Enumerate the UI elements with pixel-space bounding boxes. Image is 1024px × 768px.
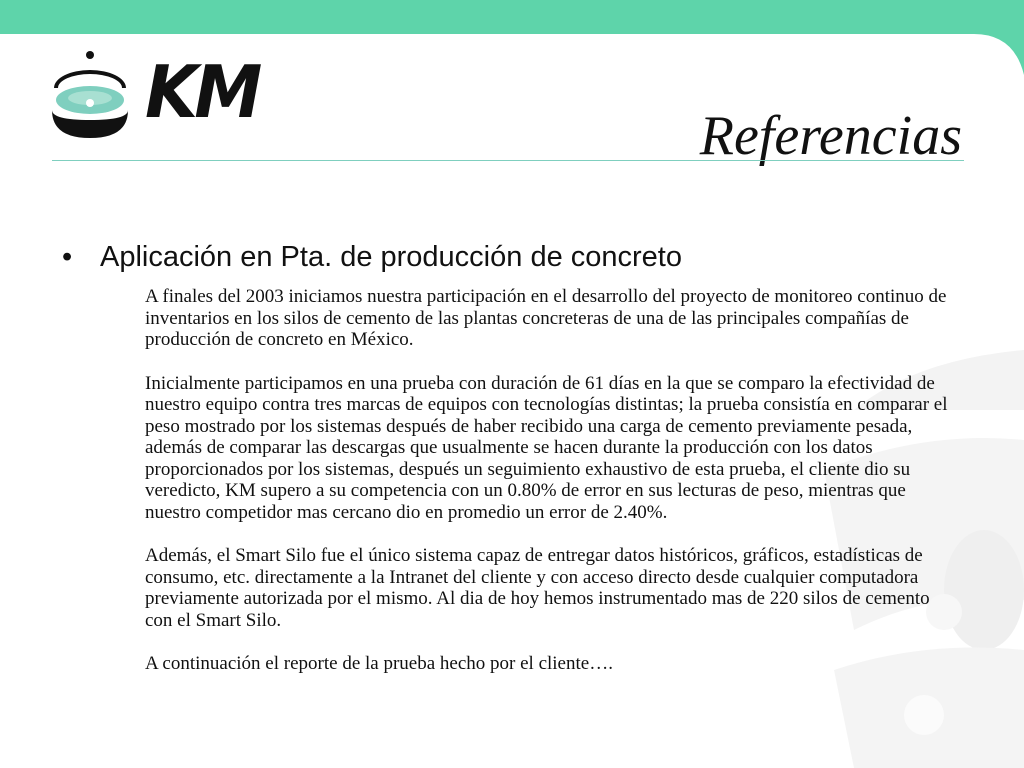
- top-accent-bar: [0, 0, 1024, 34]
- bullet-point: •: [62, 241, 73, 273]
- logo-text: KM: [145, 50, 259, 134]
- bullet-heading: [62, 240, 682, 275]
- body-text: [145, 286, 955, 697]
- top-right-curve: [964, 0, 1024, 80]
- paragraph-2: Inicialmente participamos en una prueba con duración de 61 días en la que se comparo la efectividad de nuestro equipo contra tres marcas de equipos con tecnologías distintas; la prueba consistía en comparar el peso mostrado por los sistemas después de haber recibido una carga de cemento previamente pesada, además de comparar las descargas que usualmente se hacen durante la producción con los datos proporcionados por los sistemas, después un seguimiento exhaustivo de esta prueba, el cliente dio su veredicto, KM supero a su competencia con un 0.80% de error en sus lecturas de peso, mientras que nuestro competidor mas cercano dio en promedio un error de 2.40%.: [145, 372, 948, 523]
- bullet-text: Aplicación en Pta. de producción de concreto: [100, 241, 682, 273]
- page-title: Referencias: [699, 105, 962, 167]
- paragraph-3: Además, el Smart Silo fue el único sistema capaz de entregar datos históricos, gráficos, estadísticas de consumo, etc. directamente a la Intranet del cliente y con acceso directo desde cualquier computadora previamente autorizada por el mismo. Al dia de hoy hemos instrumentado mas de 220 silos de cemento con el Smart Silo.: [145, 545, 930, 631]
- paragraph-4: A continuación el reporte de la prueba hecho por el cliente….: [145, 653, 613, 674]
- title-divider: [52, 160, 964, 161]
- paragraph-1: A finales del 2003 iniciamos nuestra participación en el desarrollo del proyecto de monitoreo continuo de inventarios en los silos de cemento de las plantas concreteras de una de las principales compañías de producción de concreto en México.: [145, 286, 947, 350]
